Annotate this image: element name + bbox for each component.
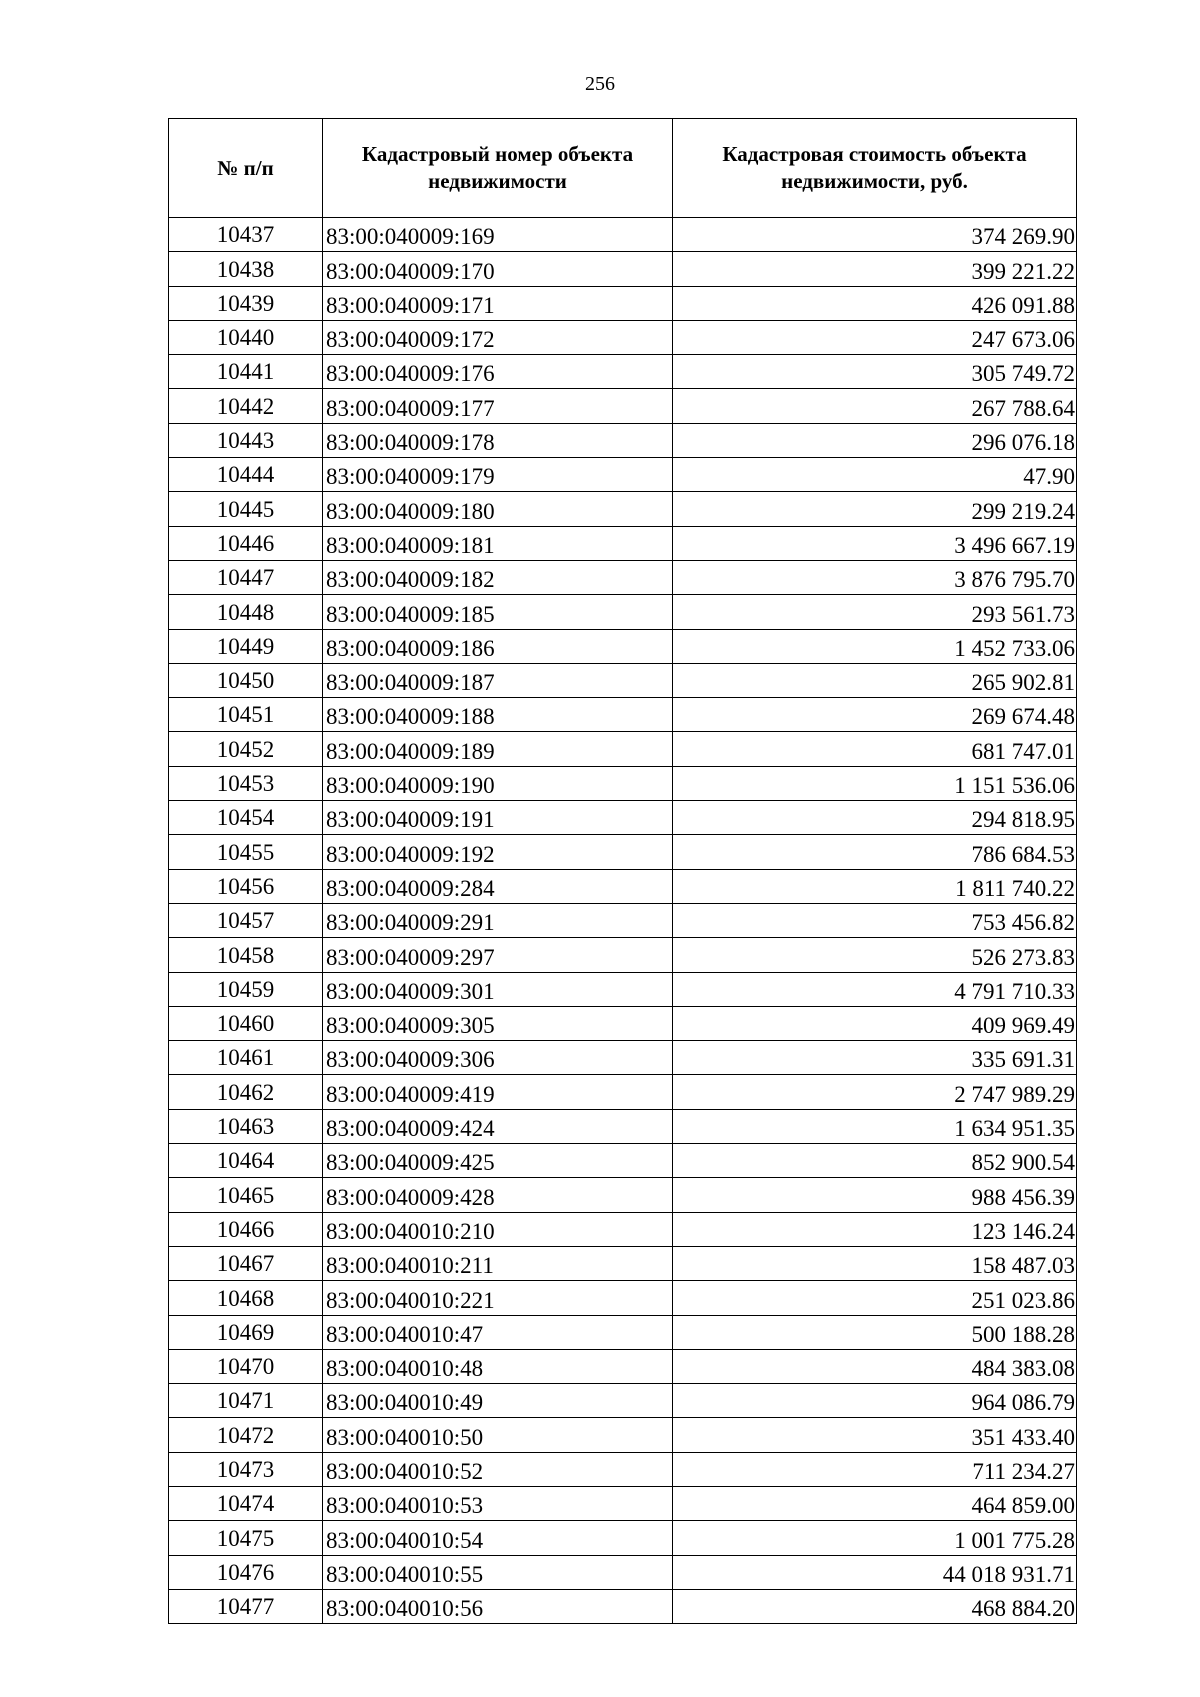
table-row — [169, 1075, 1077, 1109]
cadastral-number: 83:00:040009:177 — [323, 389, 673, 423]
row-number: 10456 — [169, 869, 323, 903]
row-number: 10460 — [169, 1006, 323, 1040]
table-row — [169, 1521, 1077, 1555]
cadastral-value: 299 219.24 — [673, 492, 1077, 526]
cadastral-value: 711 234.27 — [673, 1452, 1077, 1486]
header-num: № п/п — [169, 119, 323, 218]
cadastral-value: 305 749.72 — [673, 355, 1077, 389]
table-row — [169, 252, 1077, 286]
cadastral-value: 409 969.49 — [673, 1006, 1077, 1040]
cadastral-value: 852 900.54 — [673, 1144, 1077, 1178]
row-number: 10439 — [169, 286, 323, 320]
cadastral-value: 293 561.73 — [673, 595, 1077, 629]
row-number: 10477 — [169, 1589, 323, 1623]
cadastral-value: 158 487.03 — [673, 1246, 1077, 1280]
cadastral-value: 484 383.08 — [673, 1349, 1077, 1383]
row-number: 10448 — [169, 595, 323, 629]
table-row — [169, 492, 1077, 526]
cadastral-number: 83:00:040009:424 — [323, 1109, 673, 1143]
row-number: 10459 — [169, 972, 323, 1006]
cadastral-number: 83:00:040010:211 — [323, 1246, 673, 1280]
table-row — [169, 1452, 1077, 1486]
row-number: 10463 — [169, 1109, 323, 1143]
cadastral-value: 1 811 740.22 — [673, 869, 1077, 903]
cadastral-value: 988 456.39 — [673, 1178, 1077, 1212]
cadastral-number: 83:00:040009:305 — [323, 1006, 673, 1040]
cadastral-number: 83:00:040009:301 — [323, 972, 673, 1006]
table-row — [169, 938, 1077, 972]
row-number: 10469 — [169, 1315, 323, 1349]
cadastral-number: 83:00:040009:179 — [323, 458, 673, 492]
row-number: 10471 — [169, 1384, 323, 1418]
cadastral-value: 294 818.95 — [673, 801, 1077, 835]
header-cadastral-number: Кадастровый номер объекта недвижимости — [323, 119, 673, 218]
row-number: 10453 — [169, 766, 323, 800]
table-row — [169, 1281, 1077, 1315]
cadastral-number: 83:00:040009:186 — [323, 629, 673, 663]
row-number: 10476 — [169, 1555, 323, 1589]
page-number: 256 — [585, 73, 615, 95]
row-number: 10468 — [169, 1281, 323, 1315]
row-number: 10474 — [169, 1486, 323, 1520]
table-row — [169, 869, 1077, 903]
row-number: 10451 — [169, 698, 323, 732]
cadastral-number: 83:00:040009:176 — [323, 355, 673, 389]
cadastral-number: 83:00:040009:425 — [323, 1144, 673, 1178]
cadastral-number: 83:00:040009:189 — [323, 732, 673, 766]
cadastral-number: 83:00:040010:56 — [323, 1589, 673, 1623]
cadastral-value: 426 091.88 — [673, 286, 1077, 320]
cadastral-value: 468 884.20 — [673, 1589, 1077, 1623]
cadastral-value: 296 076.18 — [673, 423, 1077, 457]
cadastral-number: 83:00:040009:297 — [323, 938, 673, 972]
cadastral-value: 2 747 989.29 — [673, 1075, 1077, 1109]
table-row — [169, 903, 1077, 937]
cadastral-number: 83:00:040010:210 — [323, 1212, 673, 1246]
table-row — [169, 320, 1077, 354]
table-row — [169, 801, 1077, 835]
table-row — [169, 560, 1077, 594]
cadastral-value: 374 269.90 — [673, 218, 1077, 252]
cadastral-value: 1 634 951.35 — [673, 1109, 1077, 1143]
cadastral-number: 83:00:040009:419 — [323, 1075, 673, 1109]
cadastral-value: 251 023.86 — [673, 1281, 1077, 1315]
cadastral-number: 83:00:040009:171 — [323, 286, 673, 320]
cadastral-value: 4 791 710.33 — [673, 972, 1077, 1006]
table-row — [169, 1144, 1077, 1178]
cadastral-number: 83:00:040009:192 — [323, 835, 673, 869]
cadastral-value: 399 221.22 — [673, 252, 1077, 286]
cadastral-value: 526 273.83 — [673, 938, 1077, 972]
header-cadastral-value: Кадастровая стоимость объекта недвижимости, руб. — [673, 119, 1077, 218]
row-number: 10455 — [169, 835, 323, 869]
cadastral-number: 83:00:040009:284 — [323, 869, 673, 903]
cadastral-value: 1 151 536.06 — [673, 766, 1077, 800]
table-row — [169, 629, 1077, 663]
cadastral-value: 500 188.28 — [673, 1315, 1077, 1349]
cadastral-number: 83:00:040009:181 — [323, 526, 673, 560]
table-row — [169, 458, 1077, 492]
row-number: 10442 — [169, 389, 323, 423]
table-row — [169, 1555, 1077, 1589]
row-number: 10445 — [169, 492, 323, 526]
table-row — [169, 835, 1077, 869]
cadastral-number: 83:00:040009:188 — [323, 698, 673, 732]
header-row — [169, 119, 1077, 218]
cadastral-number: 83:00:040009:187 — [323, 663, 673, 697]
table-row — [169, 1006, 1077, 1040]
cadastral-number: 83:00:040010:52 — [323, 1452, 673, 1486]
row-number: 10440 — [169, 320, 323, 354]
table-row — [169, 1041, 1077, 1075]
cadastral-number: 83:00:040009:191 — [323, 801, 673, 835]
row-number: 10437 — [169, 218, 323, 252]
cadastral-number: 83:00:040010:50 — [323, 1418, 673, 1452]
cadastral-value: 265 902.81 — [673, 663, 1077, 697]
table-row — [169, 423, 1077, 457]
table-row — [169, 1246, 1077, 1280]
table-header — [169, 119, 1077, 218]
cadastral-number: 83:00:040009:169 — [323, 218, 673, 252]
cadastral-value-table — [168, 118, 1077, 1624]
cadastral-number: 83:00:040010:53 — [323, 1486, 673, 1520]
table-row — [169, 1349, 1077, 1383]
row-number: 10462 — [169, 1075, 323, 1109]
row-number: 10466 — [169, 1212, 323, 1246]
table-row — [169, 1109, 1077, 1143]
cadastral-number: 83:00:040010:47 — [323, 1315, 673, 1349]
cadastral-number: 83:00:040009:428 — [323, 1178, 673, 1212]
row-number: 10444 — [169, 458, 323, 492]
cadastral-number: 83:00:040010:48 — [323, 1349, 673, 1383]
table-row — [169, 1315, 1077, 1349]
row-number: 10470 — [169, 1349, 323, 1383]
row-number: 10443 — [169, 423, 323, 457]
row-number: 10446 — [169, 526, 323, 560]
table-row — [169, 218, 1077, 252]
row-number: 10465 — [169, 1178, 323, 1212]
table-row — [169, 766, 1077, 800]
table-row — [169, 595, 1077, 629]
cadastral-number: 83:00:040009:170 — [323, 252, 673, 286]
table-row — [169, 972, 1077, 1006]
cadastral-value: 464 859.00 — [673, 1486, 1077, 1520]
cadastral-value: 786 684.53 — [673, 835, 1077, 869]
cadastral-number: 83:00:040009:185 — [323, 595, 673, 629]
cadastral-number: 83:00:040009:306 — [323, 1041, 673, 1075]
cadastral-value: 753 456.82 — [673, 903, 1077, 937]
cadastral-number: 83:00:040009:182 — [323, 560, 673, 594]
cadastral-value: 269 674.48 — [673, 698, 1077, 732]
cadastral-value: 1 001 775.28 — [673, 1521, 1077, 1555]
table-row — [169, 732, 1077, 766]
row-number: 10447 — [169, 560, 323, 594]
row-number: 10449 — [169, 629, 323, 663]
cadastral-number: 83:00:040009:180 — [323, 492, 673, 526]
cadastral-value: 44 018 931.71 — [673, 1555, 1077, 1589]
table-row — [169, 286, 1077, 320]
row-number: 10458 — [169, 938, 323, 972]
table-body — [169, 218, 1077, 1624]
cadastral-value: 351 433.40 — [673, 1418, 1077, 1452]
table-row — [169, 1384, 1077, 1418]
table-row — [169, 1178, 1077, 1212]
cadastral-value: 1 452 733.06 — [673, 629, 1077, 663]
row-number: 10464 — [169, 1144, 323, 1178]
row-number: 10472 — [169, 1418, 323, 1452]
table-row — [169, 526, 1077, 560]
table-row — [169, 1486, 1077, 1520]
row-number: 10461 — [169, 1041, 323, 1075]
row-number: 10473 — [169, 1452, 323, 1486]
cadastral-number: 83:00:040009:178 — [323, 423, 673, 457]
table-row — [169, 698, 1077, 732]
cadastral-value: 47.90 — [673, 458, 1077, 492]
row-number: 10475 — [169, 1521, 323, 1555]
cadastral-value: 335 691.31 — [673, 1041, 1077, 1075]
cadastral-number: 83:00:040010:55 — [323, 1555, 673, 1589]
cadastral-number: 83:00:040009:172 — [323, 320, 673, 354]
cadastral-value: 247 673.06 — [673, 320, 1077, 354]
cadastral-value: 3 496 667.19 — [673, 526, 1077, 560]
cadastral-number: 83:00:040010:54 — [323, 1521, 673, 1555]
table-row — [169, 389, 1077, 423]
row-number: 10441 — [169, 355, 323, 389]
row-number: 10450 — [169, 663, 323, 697]
cadastral-number: 83:00:040010:49 — [323, 1384, 673, 1418]
cadastral-value: 3 876 795.70 — [673, 560, 1077, 594]
row-number: 10457 — [169, 903, 323, 937]
table-row — [169, 355, 1077, 389]
cadastral-value: 267 788.64 — [673, 389, 1077, 423]
cadastral-number: 83:00:040010:221 — [323, 1281, 673, 1315]
row-number: 10438 — [169, 252, 323, 286]
cadastral-number: 83:00:040009:291 — [323, 903, 673, 937]
row-number: 10452 — [169, 732, 323, 766]
row-number: 10454 — [169, 801, 323, 835]
row-number: 10467 — [169, 1246, 323, 1280]
table-row — [169, 1589, 1077, 1623]
cadastral-value: 123 146.24 — [673, 1212, 1077, 1246]
table-row — [169, 1418, 1077, 1452]
table-row — [169, 1212, 1077, 1246]
cadastral-value: 681 747.01 — [673, 732, 1077, 766]
table-row — [169, 663, 1077, 697]
cadastral-number: 83:00:040009:190 — [323, 766, 673, 800]
cadastral-value: 964 086.79 — [673, 1384, 1077, 1418]
